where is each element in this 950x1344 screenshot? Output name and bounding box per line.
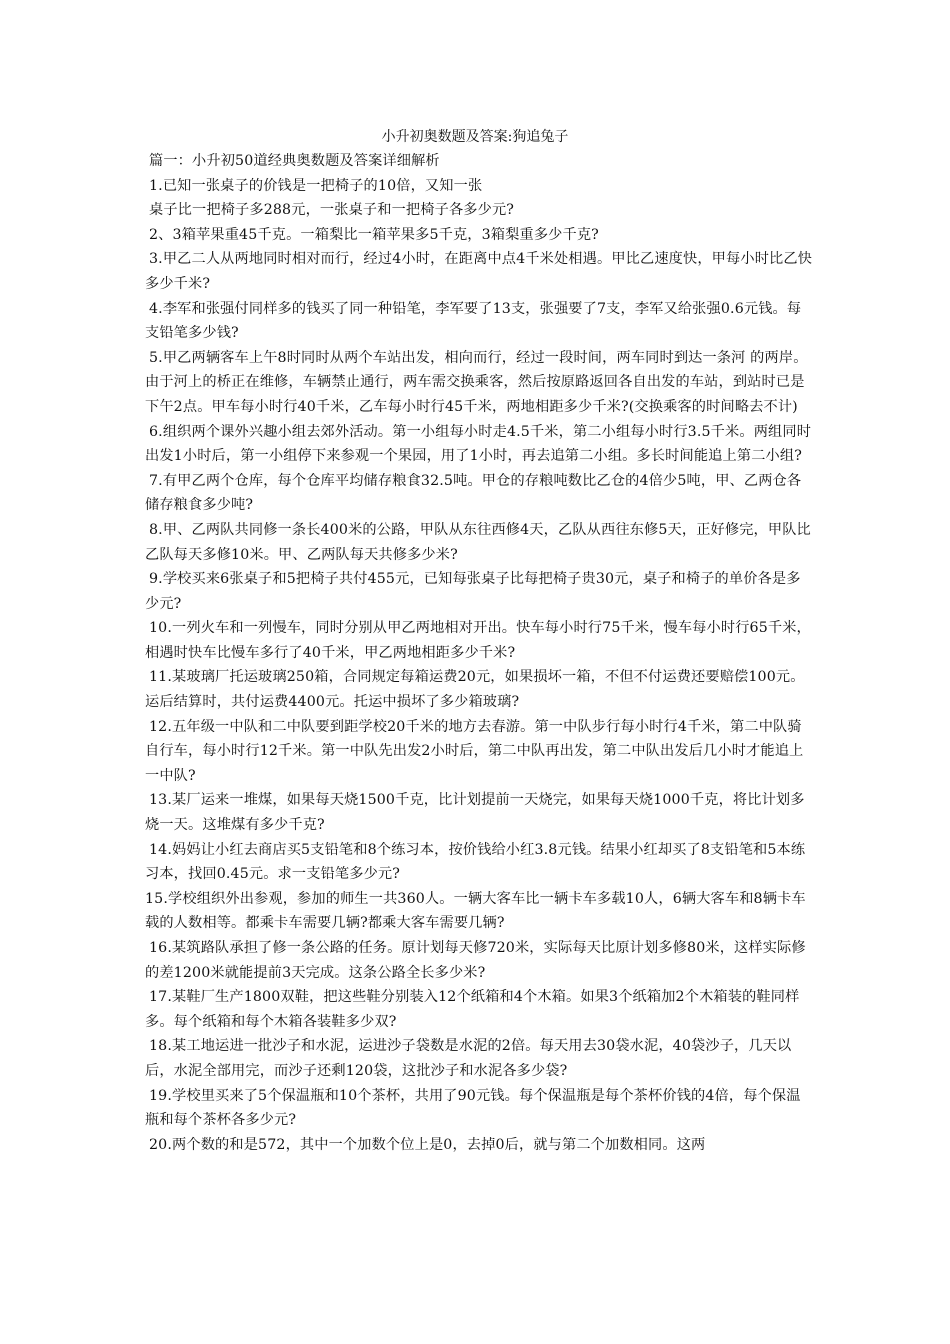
- question-paragraph: 8.甲、乙两队共同修一条长400米的公路，甲队从东往西修4天，乙队从西往东修5天，正好修完，甲队比乙队每天多修10米。甲、乙两队每天共修多少米?: [145, 521, 811, 563]
- section-heading: 篇一：小升初50道经典奥数题及答案详细解析: [149, 153, 440, 169]
- question-paragraph: 9.学校买来6张桌子和5把椅子共付455元，已知每张桌子比每把椅子贵30元，桌子和椅子的单价各是多少元?: [145, 571, 801, 612]
- document-body: [145, 149, 813, 1157]
- question-paragraph: 4.李军和张强付同样多的钱买了同一种铅笔，李军要了13支，张强要了7支，李军又给张强0.6元钱。每支铅笔多少钱?: [145, 300, 802, 342]
- question-paragraph: 16.某筑路队承担了修一条公路的任务。原计划每天修720米，实际每天比原计划多修80米，这样实际修的差1200米就能提前3天完成。这条公路全长多少米?: [145, 940, 806, 981]
- question-paragraph: 15.学校组织外出参观，参加的师生一共360人。一辆大客车比一辆卡车多载10人，6辆大客车和8辆卡车载的人数相等。都乘卡车需要几辆?都乘大客车需要几辆?: [145, 890, 806, 932]
- question-paragraph: 桌子比一把椅子多288元，一张桌子和一把椅子各多少元?: [149, 202, 515, 219]
- question-paragraph: 5.甲乙两辆客车上午8时同时从两个车站出发，相向而行，经过一段时间，两车同时到达一条河 的两岸。由于河上的桥正在维修，车辆禁止通行，两车需交换乘客，然后按原路返回各自出发的车站，到站时已是下午2点。甲车每小时行40千米，乙车每小时行45千米，两地相距多少千米?(交换乘客的时间略去不计): [145, 349, 808, 415]
- question-paragraph: 7.有甲乙两个仓库，每个仓库平均储存粮食32.5吨。甲仓的存粮吨数比乙仓的4倍少5吨，甲、乙两仓各储存粮食多少吨?: [145, 472, 802, 514]
- question-paragraph: 13.某厂运来一堆煤，如果每天烧1500千克，比计划提前一天烧完，如果每天烧1000千克，将比计划多烧一天。这堆煤有多少千克?: [145, 792, 805, 834]
- question-paragraph: 6.组织两个课外兴趣小组去郊外活动。第一小组每小时走4.5千米，第二小组每小时行3.5千米。两组同时出发1小时后，第一小组停下来参观一个果园，用了1小时，再去追第二小组。多长时间能追上第二小组?: [145, 423, 812, 465]
- question-paragraph: 18.某工地运进一批沙子和水泥，运进沙子袋数是水泥的2倍。每天用去30袋水泥，40袋沙子，几天以后，水泥全部用完，而沙子还剩120袋，这批沙子和水泥各多少袋?: [145, 1038, 792, 1079]
- question-paragraph: 11.某玻璃厂托运玻璃250箱，合同规定每箱运费20元，如果损坏一箱，不但不付运费还要赔偿100元。运后结算时，共付运费4400元。托运中损坏了多少箱玻璃?: [145, 669, 805, 711]
- question-paragraph: 19.学校里买来了5个保温瓶和10个茶杯，共用了90元钱。每个保温瓶是每个茶杯价钱的4倍，每个保温瓶和每个茶杯各多少元?: [145, 1087, 801, 1129]
- document-title: 小升初奥数题及答案:狗追兔子: [381, 129, 569, 145]
- question-paragraph: 20.两个数的和是572，其中一个加数个位上是0，去掉0后，就与第二个加数相同。这两: [149, 1136, 706, 1153]
- question-paragraph: 1.已知一张桌子的价钱是一把椅子的10倍，又知一张: [149, 177, 483, 194]
- question-paragraph: 17.某鞋厂生产1800双鞋，把这些鞋分别装入12个纸箱和4个木箱。如果3个纸箱加2个木箱装的鞋同样多。每个纸箱和每个木箱各装鞋多少双?: [145, 989, 800, 1030]
- question-paragraph: 3.甲乙二人从两地同时相对而行，经过4小时，在距离中点4千米处相遇。甲比乙速度快，甲每小时比乙快多少千米?: [145, 251, 813, 292]
- question-paragraph: 2、3箱苹果重45千克。一箱梨比一箱苹果多5千克，3箱梨重多少千克?: [149, 226, 599, 243]
- question-paragraph: 12.五年级一中队和二中队要到距学校20千米的地方去春游。第一中队步行每小时行4千米，第二中队骑自行车，每小时行12千米。第一中队先出发2小时后，第二中队再出发，第二中队出发后几小时才能追上一中队?: [145, 718, 804, 784]
- question-paragraph: 10.一列火车和一列慢车，同时分别从甲乙两地相对开出。快车每小时行75千米，慢车每小时行65千米，相遇时快车比慢车多行了40千米，甲乙两地相距多少千米?: [145, 620, 811, 661]
- question-paragraph: 14.妈妈让小红去商店买5支铅笔和8个练习本，按价钱给小红3.8元钱。结果小红却买了8支铅笔和5本练习本，找回0.45元。求一支铅笔多少元?: [145, 841, 806, 883]
